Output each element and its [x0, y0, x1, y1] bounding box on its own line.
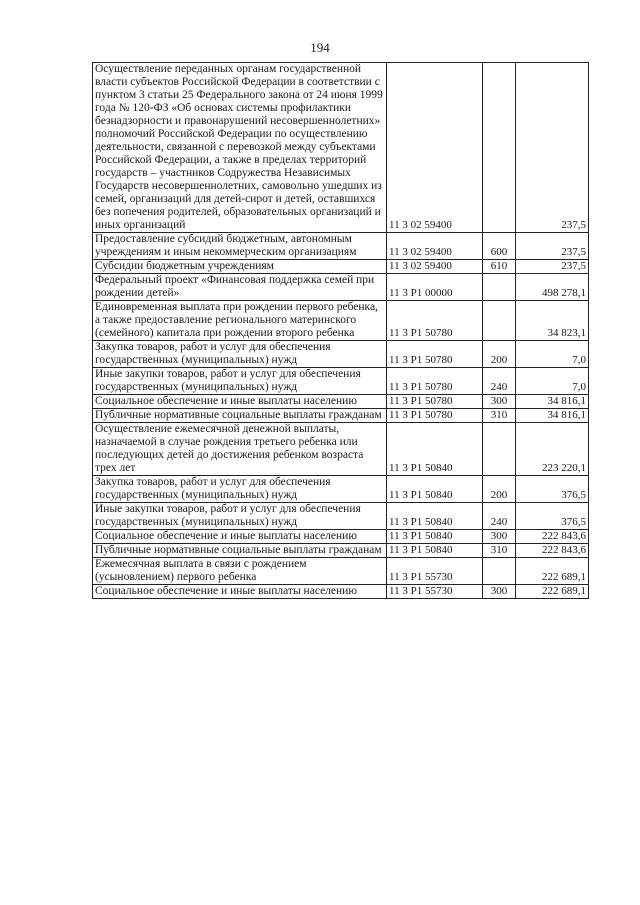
row-expense-type: 310 — [483, 409, 516, 423]
row-name: Публичные нормативные социальные выплаты гражданам — [93, 544, 387, 558]
row-code: 11 3 P1 50840 — [387, 530, 483, 544]
table-row — [93, 423, 589, 476]
row-amount: 376,5 — [516, 503, 589, 530]
row-name: Социальное обеспечение и иные выплаты населению — [93, 530, 387, 544]
table-row — [93, 476, 589, 503]
row-amount: 237,5 — [516, 63, 589, 233]
row-name: Социальное обеспечение и иные выплаты населению — [93, 395, 387, 409]
row-name: Осуществление переданных органам государственной власти субъектов Российской Федерации в соответствии с пунктом 3 статьи 25 Федерального закона от 24 июня 1999 года № 120-ФЗ «Об основах системы профилактики безнадзорности и правонарушений несовершеннолетних» полномочий Российской Федерации по осуществлению деятельности, связанной с перевозкой между субъектами Российской Федерации, а также в пределах территорий государств – участников Содружества Независимых Государств несовершеннолетних, самовольно ушедших из семей, организаций для детей-сирот и детей, оставшихся без попечения родителей, образовательных организаций и иных организаций — [93, 63, 387, 233]
row-name: Осуществление ежемесячной денежной выплаты, назначаемой в случае рождения третьего ребенка или последующих детей до достижения ребенком возраста трех лет — [93, 423, 387, 476]
row-amount: 222 843,6 — [516, 544, 589, 558]
row-expense-type: 300 — [483, 395, 516, 409]
table-row — [93, 558, 589, 585]
budget-table — [92, 62, 589, 599]
row-expense-type — [483, 423, 516, 476]
row-expense-type: 610 — [483, 260, 516, 274]
row-amount: 34 823,1 — [516, 301, 589, 341]
row-name: Иные закупки товаров, работ и услуг для обеспечения государственных (муниципальных) нужд — [93, 503, 387, 530]
row-expense-type: 240 — [483, 368, 516, 395]
table-row — [93, 341, 589, 368]
row-amount: 222 689,1 — [516, 558, 589, 585]
row-expense-type — [483, 274, 516, 301]
row-amount: 222 689,1 — [516, 585, 589, 599]
row-amount: 237,5 — [516, 233, 589, 260]
row-amount: 34 816,1 — [516, 395, 589, 409]
row-name: Ежемесячная выплата в связи с рождением (усыновлением) первого ребенка — [93, 558, 387, 585]
row-name: Субсидии бюджетным учреждениям — [93, 260, 387, 274]
row-expense-type: 200 — [483, 476, 516, 503]
row-amount: 34 816,1 — [516, 409, 589, 423]
row-code: 11 3 P1 50780 — [387, 409, 483, 423]
row-amount: 237,5 — [516, 260, 589, 274]
row-expense-type — [483, 558, 516, 585]
row-code: 11 3 P1 50840 — [387, 476, 483, 503]
row-expense-type: 200 — [483, 341, 516, 368]
table-row — [93, 274, 589, 301]
row-amount: 223 220,1 — [516, 423, 589, 476]
row-amount: 7,0 — [516, 341, 589, 368]
row-code: 11 3 02 59400 — [387, 233, 483, 260]
row-name: Предоставление субсидий бюджетным, автономным учреждениям и иным некоммерческим организациям — [93, 233, 387, 260]
row-code: 11 3 P1 50840 — [387, 423, 483, 476]
row-expense-type — [483, 63, 516, 233]
table-row — [93, 544, 589, 558]
row-code: 11 3 02 59400 — [387, 260, 483, 274]
row-code: 11 3 P1 55730 — [387, 558, 483, 585]
row-code: 11 3 P1 50840 — [387, 503, 483, 530]
table-row — [93, 260, 589, 274]
row-expense-type: 240 — [483, 503, 516, 530]
row-code: 11 3 P1 50780 — [387, 368, 483, 395]
table-row — [93, 301, 589, 341]
table-row — [93, 395, 589, 409]
table-row — [93, 409, 589, 423]
row-amount: 498 278,1 — [516, 274, 589, 301]
page-number: 194 — [310, 40, 330, 55]
row-code: 11 3 P1 50840 — [387, 544, 483, 558]
row-name: Социальное обеспечение и иные выплаты населению — [93, 585, 387, 599]
row-amount: 7,0 — [516, 368, 589, 395]
row-name: Публичные нормативные социальные выплаты гражданам — [93, 409, 387, 423]
row-name: Закупка товаров, работ и услуг для обеспечения государственных (муниципальных) нужд — [93, 476, 387, 503]
row-name: Иные закупки товаров, работ и услуг для обеспечения государственных (муниципальных) нужд — [93, 368, 387, 395]
row-name: Закупка товаров, работ и услуг для обеспечения государственных (муниципальных) нужд — [93, 341, 387, 368]
row-amount: 222 843,6 — [516, 530, 589, 544]
table-row — [93, 530, 589, 544]
row-name: Федеральный проект «Финансовая поддержка семей при рождении детей» — [93, 274, 387, 301]
row-amount: 376,5 — [516, 476, 589, 503]
row-expense-type: 600 — [483, 233, 516, 260]
row-expense-type: 310 — [483, 544, 516, 558]
table-row — [93, 503, 589, 530]
row-name: Единовременная выплата при рождении первого ребенка, а также предоставление регионального материнского (семейного) капитала при рождении второго ребенка — [93, 301, 387, 341]
row-code: 11 3 P1 50780 — [387, 301, 483, 341]
row-code: 11 3 P1 55730 — [387, 585, 483, 599]
row-expense-type: 300 — [483, 530, 516, 544]
table-row — [93, 233, 589, 260]
row-code: 11 3 P1 00000 — [387, 274, 483, 301]
row-code: 11 3 P1 50780 — [387, 395, 483, 409]
row-expense-type — [483, 301, 516, 341]
table-row — [93, 368, 589, 395]
row-code: 11 3 P1 50780 — [387, 341, 483, 368]
row-code: 11 3 02 59400 — [387, 63, 483, 233]
table-row — [93, 63, 589, 233]
row-expense-type: 300 — [483, 585, 516, 599]
budget-table-body — [93, 63, 589, 599]
table-row — [93, 585, 589, 599]
